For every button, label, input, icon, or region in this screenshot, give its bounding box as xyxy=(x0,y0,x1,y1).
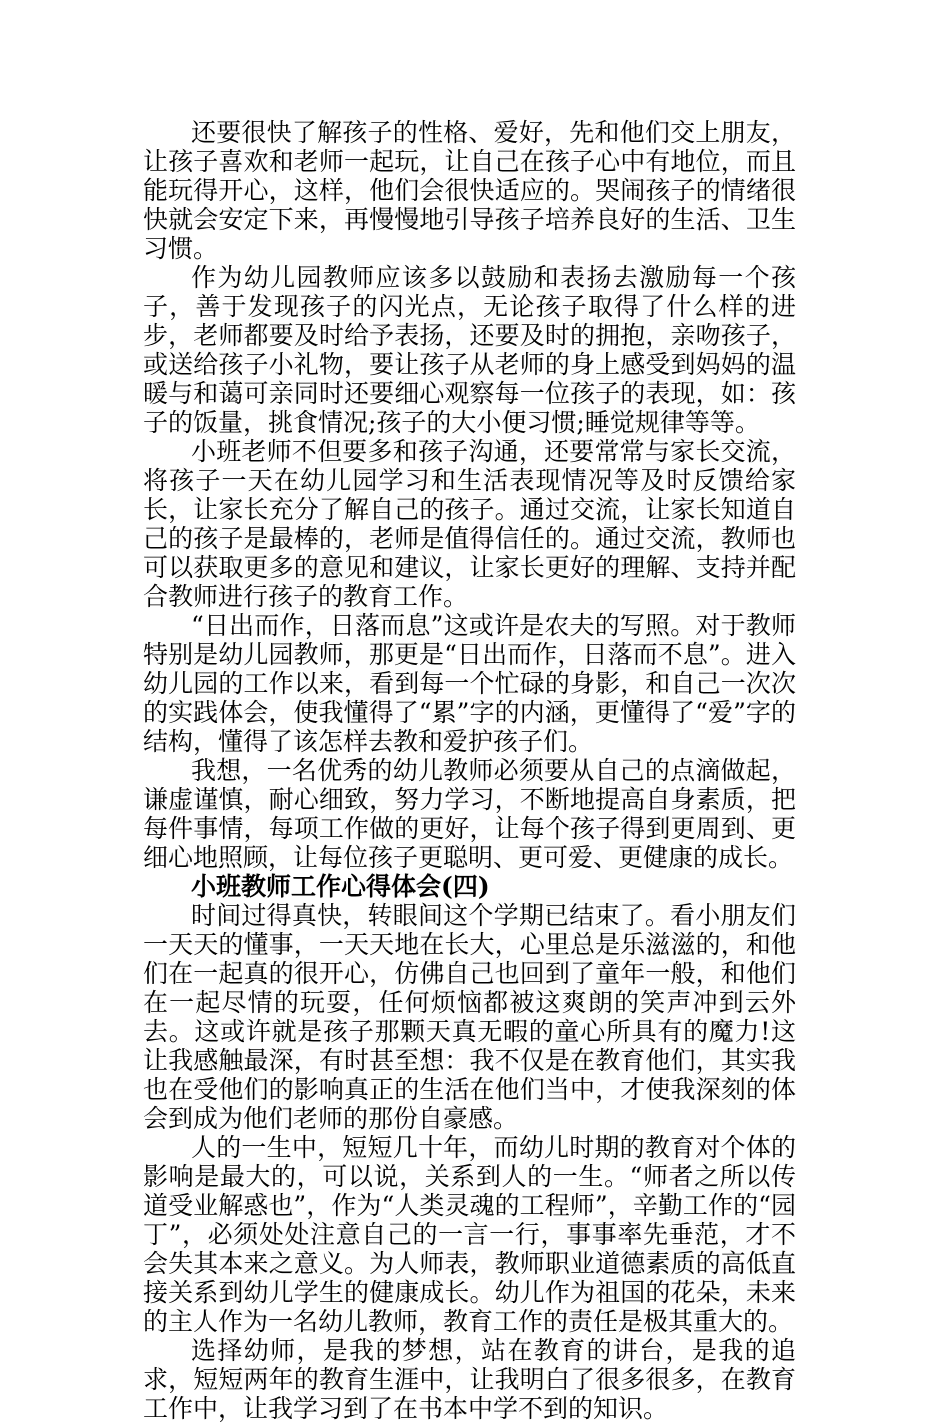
paragraph-2: 作为幼儿园教师应该多以鼓励和表扬去激励每一个孩子，善于发现孩子的闪光点，无论孩子取得了什么样的进步，老师都要及时给予表扬，还要及时的拥抱，亲吻孩子，或送给孩子小礼物，要让孩子从老师的身上感受到妈妈的温暖与和蔼可亲同时还要细心观察每一位孩子的表现，如：孩子的饭量，挑食情况;孩子的大小便习惯;睡觉规律等等。 xyxy=(143,263,796,437)
paragraph-1: 还要很快了解孩子的性格、爱好，先和他们交上朋友，让孩子喜欢和老师一起玩，让自己在孩子心中有地位，而且能玩得开心，这样，他们会很快适应的。哭闹孩子的情绪很快就会安定下来，再慢慢地引导孩子培养良好的生活、卫生习惯。 xyxy=(143,118,796,263)
paragraph-5: 我想，一名优秀的幼儿教师必须要从自己的点滴做起，谦虚谨慎，耐心细致，努力学习，不断地提高自身素质，把每件事情，每项工作做的更好，让每个孩子得到更周到、更细心地照顾，让每位孩子更聪明、更可爱、更健康的成长。 xyxy=(143,756,796,872)
paragraph-3: 小班老师不但要多和孩子沟通，还要常常与家长交流，将孩子一天在幼儿园学习和生活表现情况等及时反馈给家长，让家长充分了解自己的孩子。通过交流，让家长知道自己的孩子是最棒的，老师是值得信任的。通过交流，教师也可以获取更多的意见和建议，让家长更好的理解、支持并配合教师进行孩子的教育工作。 xyxy=(143,437,796,611)
document-page xyxy=(143,118,796,1423)
section-heading: 小班教师工作心得体会(四) xyxy=(191,872,490,901)
paragraph-4: “日出而作，日落而息”这或许是农夫的写照。对于教师特别是幼儿园教师，那更是“日出而作，日落而不息”。进入幼儿园的工作以来，看到每一个忙碌的身影，和自己一次次的实践体会，使我懂得了“累”字的内涵，更懂得了“爱”字的结构，懂得了该怎样去教和爱护孩子们。 xyxy=(143,611,796,756)
paragraph-8: 选择幼师，是我的梦想，站在教育的讲台，是我的追求，短短两年的教育生涯中，让我明白了很多很多，在教育工作中，让我学习到了在书本中学不到的知识。 xyxy=(143,1336,796,1423)
paragraph-7: 人的一生中，短短几十年，而幼儿时期的教育对个体的影响是最大的，可以说，关系到人的一生。“师者之所以传道受业解惑也”，作为“人类灵魂的工程师”，辛勤工作的“园丁”，必须处处注意自己的一言一行，事事率先垂范，才不会失其本来之意义。为人师表，教师职业道德素质的高低直接关系到幼儿学生的健康成长。幼儿作为祖国的花朵，未来的主人作为一名幼儿教师，教育工作的责任是极其重大的。 xyxy=(143,1133,796,1336)
paragraph-6: 时间过得真快，转眼间这个学期已结束了。看小朋友们一天天的懂事，一天天地在长大，心里总是乐滋滋的，和他们在一起真的很开心，仿佛自己也回到了童年一般，和他们在一起尽情的玩耍，任何烦恼都被这爽朗的笑声冲到云外去。这或许就是孩子那颗天真无暇的童心所具有的魔力!这让我感触最深，有时甚至想：我不仅是在教育他们，其实我也在受他们的影响真正的生活在他们当中，才使我深刻的体会到成为他们老师的那份自豪感。 xyxy=(143,901,796,1133)
